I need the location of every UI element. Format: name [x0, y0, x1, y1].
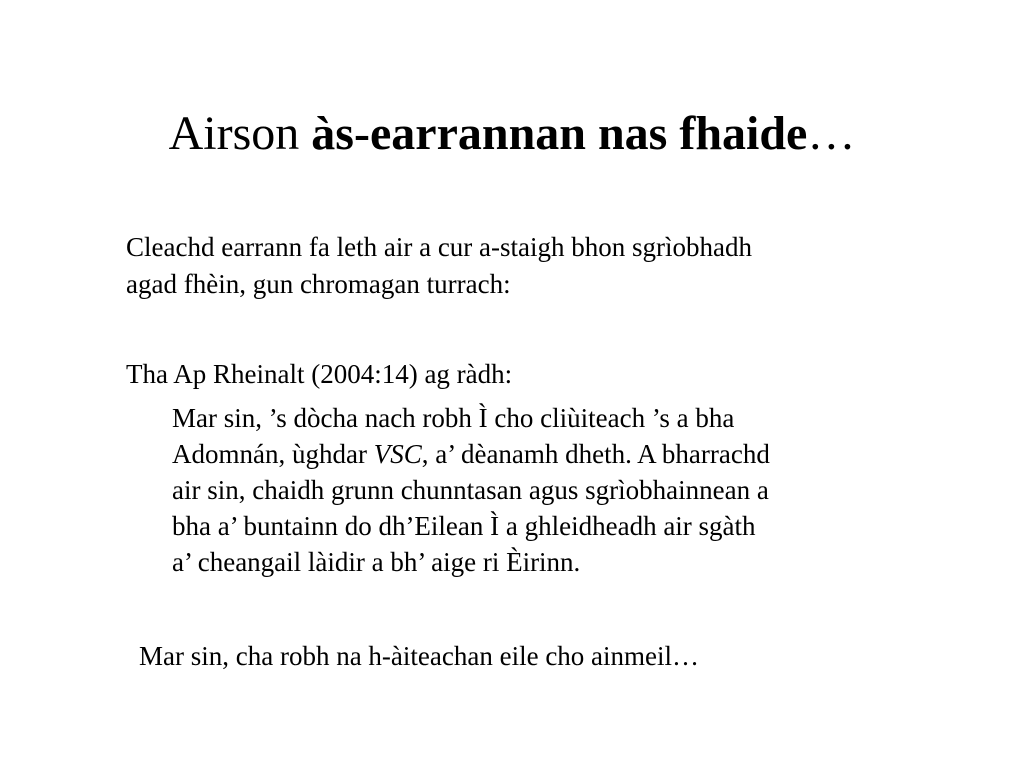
intro-line-2: agad fhèin, gun chromagan turrach: [126, 269, 511, 299]
title-suffix: … [807, 107, 856, 160]
title-bold: às-earrannan nas fhaide [311, 107, 808, 160]
quote-line-5: a’ cheangail làidir a bh’ aige ri Èirinn. [172, 547, 581, 577]
block-quote [172, 400, 962, 580]
slide-title [0, 104, 1024, 164]
quote-line-2-post: , a’ dèanamh dheth. A bharrachd [421, 439, 770, 469]
closing-paragraph: Mar sin, cha robh na h-àiteachan eile cho ainmeil… [139, 641, 700, 671]
quote-line-3: air sin, chaidh grunn chunntasan agus sgrìobhainnean a [172, 475, 769, 505]
quote-italic-title: VSC [373, 439, 422, 469]
citation-intro: Tha Ap Rheinalt (2004:14) ag ràdh: [126, 359, 513, 389]
title-prefix: Airson [168, 107, 312, 160]
intro-line-1: Cleachd earrann fa leth air a cur a-staigh bhon sgrìobhadh [126, 232, 752, 262]
intro-paragraph [126, 229, 946, 303]
quote-line-2-pre: Adomnán, ùghdar [172, 439, 374, 469]
quote-line-1: Mar sin, ’s dòcha nach robh Ì cho cliùiteach ’s a bha [172, 403, 735, 433]
quote-line-4: bha a’ buntainn do dh’Eilean Ì a ghleidheadh air sgàth [172, 511, 756, 541]
